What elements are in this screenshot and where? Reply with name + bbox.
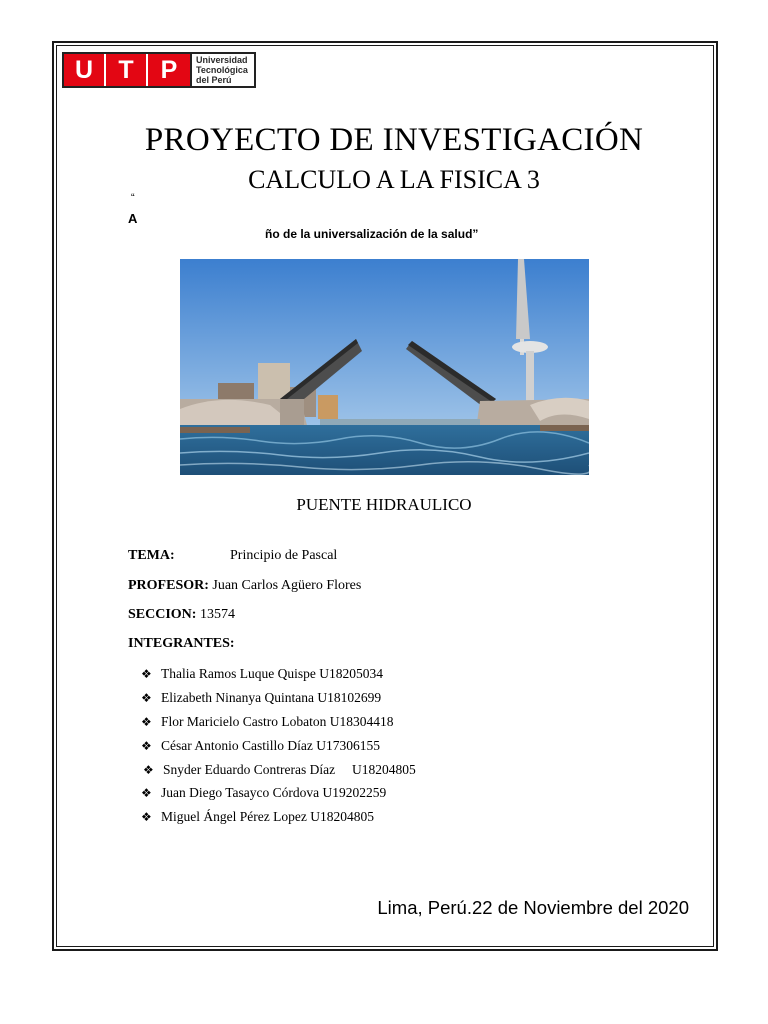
- list-item: [141, 666, 383, 682]
- diamond-bullet-icon: ❖: [141, 667, 152, 681]
- diamond-bullet-icon: ❖: [141, 786, 152, 800]
- diamond-bullet-icon: ❖: [141, 715, 152, 729]
- seccion-value: 13574: [199, 607, 235, 622]
- logo-letters: [62, 52, 192, 88]
- seccion-field: [128, 607, 235, 623]
- utp-logo: [62, 52, 262, 88]
- motto-text: ño de la universalización de la salud”: [265, 227, 479, 241]
- project-name: PUENTE HIDRAULICO: [296, 495, 472, 514]
- diamond-bullet-icon: ❖: [141, 691, 152, 705]
- motto-first-letter: A: [128, 211, 138, 226]
- drawbridge-icon: [180, 259, 589, 475]
- logo-line-2: Tecnológica: [196, 65, 248, 75]
- list-item: [141, 809, 374, 825]
- member-name: César Antonio Castillo Díaz U17306155: [161, 738, 380, 753]
- list-item: [141, 714, 393, 730]
- footer-date: Lima, Perú.22 de Noviembre del 2020: [377, 897, 689, 918]
- member-name: Flor Maricielo Castro Lobaton U18304418: [161, 714, 394, 729]
- logo-line-1: Universidad: [196, 55, 248, 65]
- logo-line-3: del Perú: [196, 75, 232, 85]
- member-name: Snyder Eduardo Contreras Díaz U18204805: [163, 762, 416, 777]
- diamond-bullet-icon: ❖: [143, 763, 154, 777]
- tema-label: TEMA:: [128, 548, 175, 563]
- list-item: [141, 690, 381, 706]
- drawbridge-photo: [180, 259, 589, 475]
- motto-open-quote: “: [131, 192, 135, 204]
- member-name: Elizabeth Ninanya Quintana U18102699: [161, 690, 382, 705]
- member-name: Miguel Ángel Pérez Lopez U18204805: [161, 809, 374, 824]
- document-title: PROYECTO DE INVESTIGACIÓN: [144, 122, 644, 158]
- diamond-bullet-icon: ❖: [141, 739, 152, 753]
- logo-text: [192, 52, 256, 88]
- logo-letter-u: U: [64, 54, 106, 86]
- profesor-value: Juan Carlos Agüero Flores: [212, 578, 362, 593]
- member-name: Juan Diego Tasayco Córdova U19202259: [161, 785, 387, 800]
- seccion-label: SECCION:: [128, 607, 197, 622]
- list-item: [141, 785, 386, 801]
- document-subtitle: CALCULO A LA FISICA 3: [248, 165, 540, 194]
- logo-letter-p: P: [160, 55, 178, 84]
- diamond-bullet-icon: ❖: [141, 810, 152, 824]
- list-item: [141, 738, 380, 754]
- logo-letter-t: T: [106, 54, 148, 86]
- integrantes-label: INTEGRANTES:: [128, 636, 235, 651]
- member-name: Thalia Ramos Luque Quispe U18205034: [161, 666, 383, 681]
- profesor-label: PROFESOR:: [128, 578, 209, 593]
- list-item: [143, 762, 416, 778]
- profesor-field: [128, 578, 361, 594]
- tema-value: Principio de Pascal: [230, 548, 338, 563]
